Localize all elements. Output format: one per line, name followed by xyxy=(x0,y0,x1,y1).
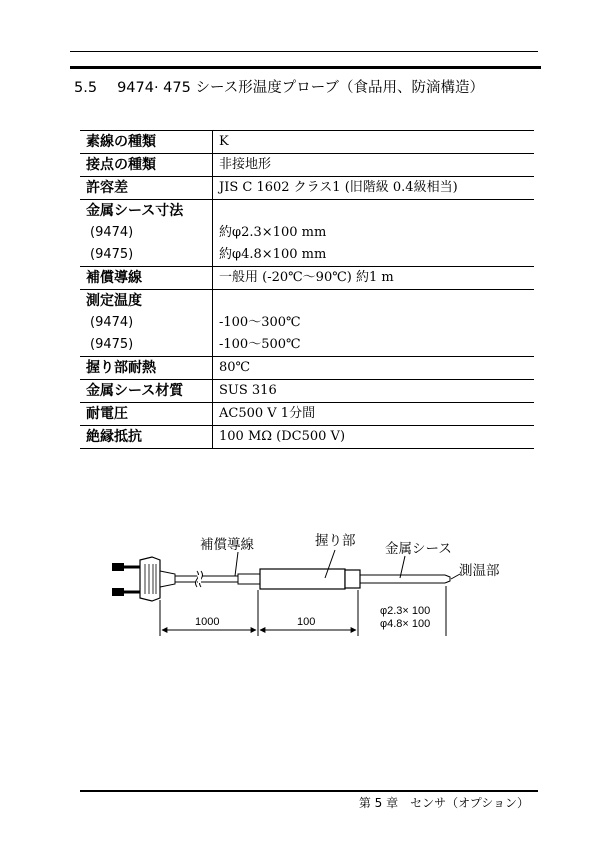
grip-body xyxy=(238,569,360,589)
spec-key: 接点の種類 xyxy=(86,157,156,173)
spec-value: -100〜300℃ xyxy=(219,315,301,330)
dim-sheath-9474: φ2.3× 100 xyxy=(380,605,431,617)
spec-value: -100〜500℃ xyxy=(219,337,301,352)
spec-key-model: (9474) xyxy=(90,315,134,330)
spec-value: 80℃ xyxy=(219,360,251,375)
spec-value: SUS 316 xyxy=(219,383,277,398)
dim-cable-length: 1000 xyxy=(195,616,220,628)
spec-key: 金属シース寸法 xyxy=(86,203,184,219)
spec-key: 許容差 xyxy=(86,180,128,196)
metal-sheath xyxy=(360,575,450,583)
dim-sheath-9475: φ4.8× 100 xyxy=(380,618,431,630)
spec-value: JIS C 1602 クラス1 (旧階級 0.4級相当) xyxy=(219,180,458,195)
dim-grip-length: 100 xyxy=(297,616,316,628)
spec-key: 測定温度 xyxy=(86,293,142,309)
spec-key: 耐電圧 xyxy=(86,406,128,422)
spec-key-model: (9475) xyxy=(90,247,134,262)
section-number: 5.5 xyxy=(74,80,98,96)
label-grip: 握り部 xyxy=(315,533,356,549)
spec-key-model: (9475) xyxy=(90,337,134,352)
spec-key: 金属シース材質 xyxy=(86,383,184,399)
section-title: 9474· 475 シース形温度プローブ（食品用、防滴構造） xyxy=(117,80,485,96)
spec-value: 約φ2.3×100 mm xyxy=(219,225,327,240)
spec-key: 握り部耐熱 xyxy=(86,360,156,376)
label-cable: 補償導線 xyxy=(200,537,254,553)
spec-key: 補償導線 xyxy=(86,270,142,286)
spec-value: 一般用 (-20℃〜90℃) 約1 m xyxy=(219,270,394,285)
spec-value: 約φ4.8×100 mm xyxy=(219,247,327,262)
spec-key: 絶縁抵抗 xyxy=(86,429,142,445)
spec-value: AC500 V 1分間 xyxy=(219,406,316,421)
spec-value: 非接地形 xyxy=(219,157,272,172)
connector-plug xyxy=(112,557,175,601)
spec-key: 素線の種類 xyxy=(86,134,156,150)
footer-chapter: 第 5 章 センサ（オプション） xyxy=(358,796,529,810)
label-tip: 測温部 xyxy=(459,563,500,579)
label-sheath: 金属シース xyxy=(385,541,452,557)
spec-key-model: (9474) xyxy=(90,225,134,240)
spec-value: K xyxy=(219,134,229,149)
spec-value: 100 MΩ (DC500 V) xyxy=(219,429,346,444)
footer-rule xyxy=(80,790,538,792)
